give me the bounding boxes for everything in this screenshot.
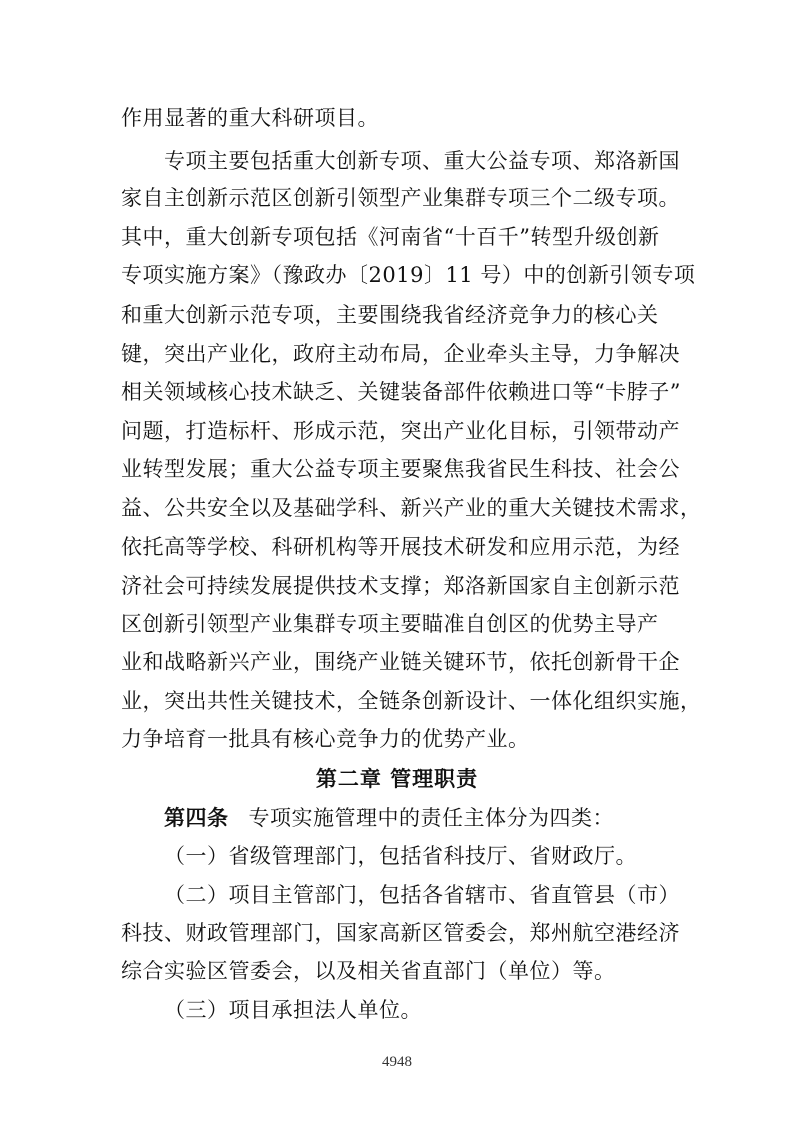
page-number: 4948 (382, 1054, 412, 1070)
item-line-2: （二）项目主管部门，包括各省辖市、省直管县（市） (164, 883, 680, 907)
body-line-17: 力争培育一批具有核心竞争力的优势产业。 (121, 727, 530, 751)
item-line-1: （一）省级管理部门，包括省科技厅、省财政厅。 (164, 844, 637, 868)
body-line-13: 济社会可持续发展提供技术支撑；郑洛新国家自主创新示范 (121, 574, 680, 598)
body-line-8: 相关领域核心技术缺乏、关键装备部件依赖进口等“卡脖子” (121, 380, 681, 404)
body-line-6: 和重大创新示范专项，主要围绕我省经济竞争力的核心关 (121, 303, 659, 327)
item-line-4: 综合实验区管委会，以及相关省直部门（单位）等。 (121, 959, 616, 983)
body-line-15: 业和战略新兴产业，围绕产业链关键环节，依托创新骨干企 (121, 650, 680, 674)
item-line-3: 科技、财政管理部门，国家高新区管委会，郑州航空港经济 (121, 921, 680, 945)
body-line-10: 业转型发展；重大公益专项主要聚焦我省民生科技、社会公 (121, 457, 680, 481)
body-line-7: 键，突出产业化，政府主动布局，企业牵头主导，力争解决 (121, 342, 680, 366)
article-label: 第四条 (164, 806, 229, 830)
body-line-4: 其中，重大创新专项包括《河南省“十百千”转型升级创新 (121, 225, 660, 249)
item-line-5: （三）项目承担法人单位。 (164, 998, 422, 1022)
body-line-5: 专项实施方案》（豫政办〔2019〕11 号）中的创新引领专项 (121, 263, 696, 287)
body-line-9: 问题，打造标杆、形成示范，突出产业化目标，引领带动产 (121, 419, 680, 443)
body-line-3: 家自主创新示范区创新引领型产业集群专项三个二级专项。 (121, 186, 680, 210)
body-line-11: 益、公共安全以及基础学科、新兴产业的重大关键技术需求， (121, 496, 702, 520)
body-line-1: 作用显著的重大科研项目。 (121, 106, 379, 130)
article-text: 专项实施管理中的责任主体分为四类： (248, 806, 614, 830)
body-line-2: 专项主要包括重大创新专项、重大公益专项、郑洛新国 (164, 149, 680, 173)
article-four (164, 805, 675, 831)
chapter-title: 第二章 管理职责 (315, 767, 479, 791)
body-line-12: 依托高等学校、科研机构等开展技术研发和应用示范，为经 (121, 535, 680, 559)
body-line-16: 业，突出共性关键技术，全链条创新设计、一体化组织实施， (121, 689, 702, 713)
body-line-14: 区创新引领型产业集群专项主要瞄准自创区的优势主导产 (121, 612, 659, 636)
